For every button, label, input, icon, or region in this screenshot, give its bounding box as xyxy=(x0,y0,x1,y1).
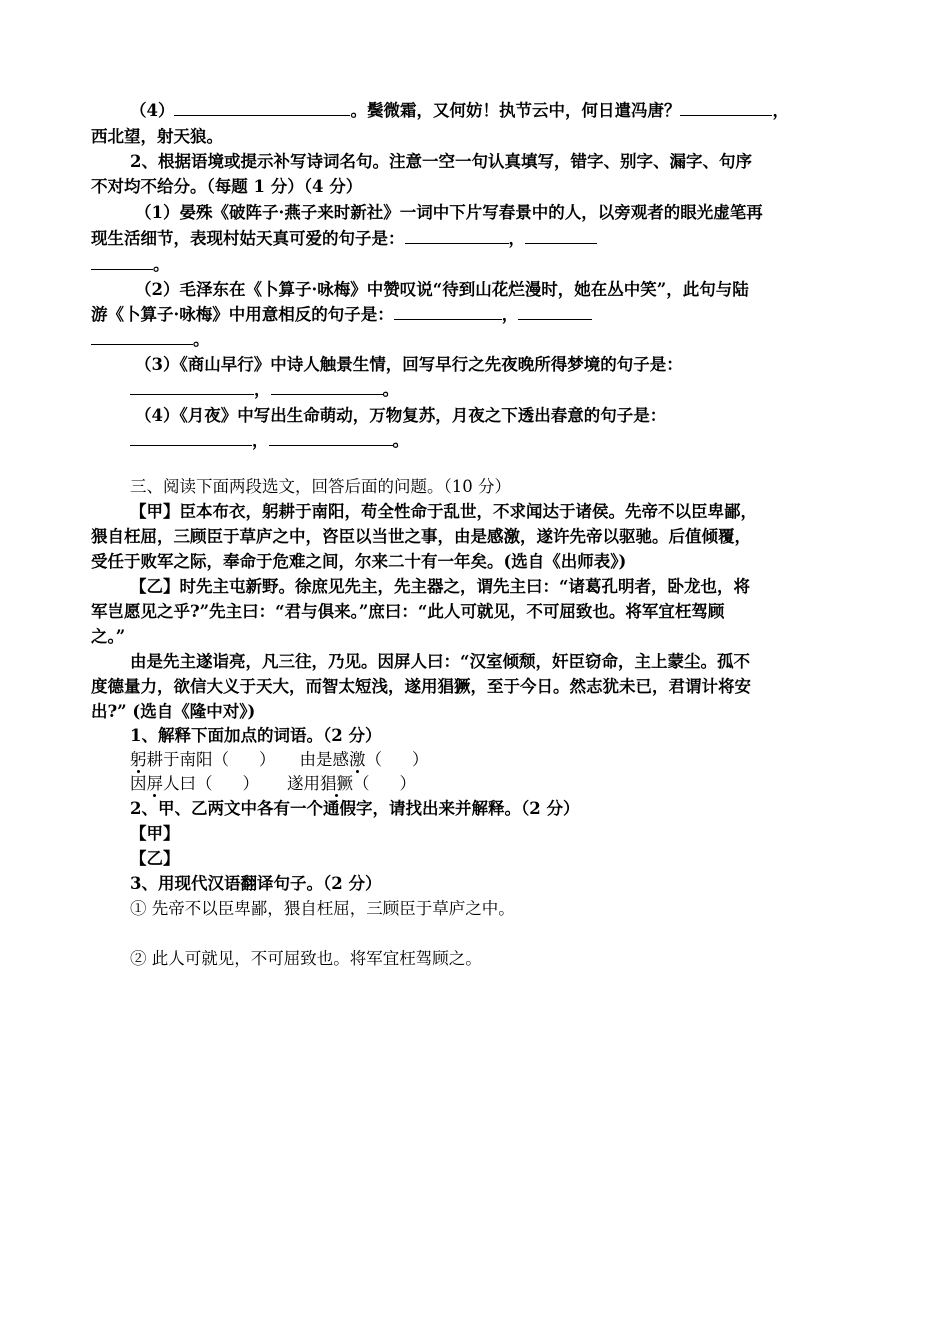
answer-blank[interactable] xyxy=(518,303,592,320)
paren-open: （ xyxy=(365,750,382,769)
dotted-word: 猖獗 xyxy=(320,774,353,793)
comma: ， xyxy=(501,305,519,324)
word-row-2 xyxy=(130,772,416,796)
q2-item4-line2 xyxy=(130,429,409,453)
comma: ， xyxy=(254,380,271,399)
passage-yi-line1: 【乙】时先主屯新野。徐庶见先主，先主器之，谓先主曰：“诸葛孔明者，卧龙也，将 xyxy=(130,577,750,596)
passage-yi-line2: 军岂愿见之乎?”先主曰：“君与俱来。”庶曰：“此人可就见，不可屈致也。将军宜枉驾顾 xyxy=(91,602,725,621)
q1-4-number: （4） xyxy=(130,101,175,120)
q1-4-line2: 西北望，射天狼。 xyxy=(91,127,223,146)
q1-4-text-b: ， xyxy=(772,101,789,120)
q2-item1-line2 xyxy=(91,227,597,251)
dotted-word: 屏 xyxy=(146,774,163,793)
period: 。 xyxy=(193,330,210,349)
paren-close: ） xyxy=(412,750,429,769)
answer-blank[interactable] xyxy=(174,99,350,116)
answer-blank[interactable] xyxy=(525,227,597,244)
passage-yi-line3: 之。” xyxy=(91,627,126,646)
answer-blank[interactable] xyxy=(91,328,193,345)
paren-open: （ xyxy=(212,750,229,769)
paren-open: （ xyxy=(196,774,213,793)
q2-item2-line2 xyxy=(91,303,592,327)
word-row-1 xyxy=(130,748,429,772)
paren-close: ） xyxy=(259,750,276,769)
passage-jia-line3: 受任于败军之际，奉命于危难之间，尔来二十有一年矣。(选自《出师表》) xyxy=(91,552,627,571)
answer-blank[interactable] xyxy=(269,429,393,446)
passage-jia-line1: 【甲】臣本布衣，躬耕于南阳，苟全性命于乱世，不求闻达于诸侯。先帝不以臣卑鄙， xyxy=(130,502,757,521)
q2-heading-line2: 不对均不给分。（每题 1 分）（4 分） xyxy=(91,177,363,196)
word-text: 人曰 xyxy=(163,774,196,793)
q1-4-line xyxy=(130,99,789,123)
passage-jia-line2: 猥自枉屈，三顾臣于草庐之中，咨臣以当世之事，由是感激，遂许先帝以驱驰。后值倾覆， xyxy=(91,527,751,546)
dotted-word: 激 xyxy=(349,750,366,769)
passage-yi2-line3: 出?” (选自《隆中对》) xyxy=(91,702,256,721)
translate-item2: ② 此人可就见，不可屈致也。将军宜枉驾顾之。 xyxy=(130,949,482,968)
paren-close: ） xyxy=(242,774,259,793)
answer-jia-label: 【甲】 xyxy=(130,824,180,843)
answer-yi-label: 【乙】 xyxy=(130,849,180,868)
comma: ， xyxy=(508,229,525,248)
paren-open: （ xyxy=(353,774,370,793)
q2-item3-line2 xyxy=(130,378,399,402)
passage-yi2-line1: 由是先主遂诣亮，凡三往，乃见。因屏人曰：“汉室倾颓，奸臣窃命，主上蒙尘。孤不 xyxy=(130,652,750,671)
answer-space[interactable] xyxy=(370,773,400,789)
q2-item1-line1: （1）晏殊《破阵子·燕子来时新社》一词中下片写春景中的人，以旁观者的眼光虚笔再 xyxy=(135,203,763,222)
q2-heading-line1: 2、根据语境或提示补写诗词名句。注意一空一句认真填写，错字、别字、漏字、句序 xyxy=(130,152,752,171)
sec3-question3: 3、用现代汉语翻译句子。（2 分） xyxy=(130,874,382,893)
answer-space[interactable] xyxy=(213,773,243,789)
answer-blank[interactable] xyxy=(130,378,254,395)
answer-space[interactable] xyxy=(382,749,412,765)
q2-item3-line1: （3）《商山早行》中诗人触景生情，回写早行之先夜晚所得梦境的句子是： xyxy=(135,355,683,374)
period: 。 xyxy=(382,380,399,399)
answer-space[interactable] xyxy=(229,749,259,765)
answer-blank[interactable] xyxy=(130,429,252,446)
comma: ， xyxy=(252,431,269,450)
translate-item1: ① 先帝不以臣卑鄙，猥自枉屈，三顾臣于草庐之中。 xyxy=(130,899,515,918)
q2-item4-line1: （4）《月夜》中写出生命萌动，万物复苏，月夜之下透出春意的句子是： xyxy=(135,406,667,425)
period: 。 xyxy=(392,431,409,450)
paren-close: ） xyxy=(399,774,416,793)
q1-4-text-a: 。鬓微霜，又何妨！执节云中，何日遣冯唐？ xyxy=(350,101,681,120)
word-text: 由是感 xyxy=(299,750,349,769)
answer-blank[interactable] xyxy=(91,253,153,270)
answer-blank[interactable] xyxy=(405,227,509,244)
period: 。 xyxy=(153,255,170,274)
q2-item2-text: 游《卜算子·咏梅》中用意相反的句子是： xyxy=(91,305,394,324)
dotted-word: 躬 xyxy=(130,750,147,769)
sec3-question1: 1、解释下面加点的词语。（2 分） xyxy=(130,726,382,745)
q2-item2-line1: （2）毛泽东在《卜算子·咏梅》中赞叹说“待到山花烂漫时，她在丛中笑”，此句与陆 xyxy=(135,280,749,299)
word-text: 遂用 xyxy=(287,774,320,793)
answer-blank[interactable] xyxy=(271,378,383,395)
q2-item1-text: 现生活细节，表现村姑天真可爱的句子是： xyxy=(91,229,405,248)
sec3-question2: 2、甲、乙两文中各有一个通假字，请找出来并解释。（2 分） xyxy=(130,799,580,818)
answer-blank[interactable] xyxy=(394,303,502,320)
word-text: 因 xyxy=(130,774,147,793)
word-text: 耕于南阳 xyxy=(146,750,213,769)
answer-blank[interactable] xyxy=(680,99,772,116)
section3-title: 三、阅读下面两段选文，回答后面的问题。（10 分） xyxy=(130,477,511,496)
q2-item2-line3 xyxy=(91,328,210,352)
passage-yi2-line2: 度德量力，欲信大义于天大，而智太短浅，遂用猖獗，至于今日。然志犹未已，君谓计将安 xyxy=(91,677,751,696)
q2-item1-line3 xyxy=(91,253,170,277)
